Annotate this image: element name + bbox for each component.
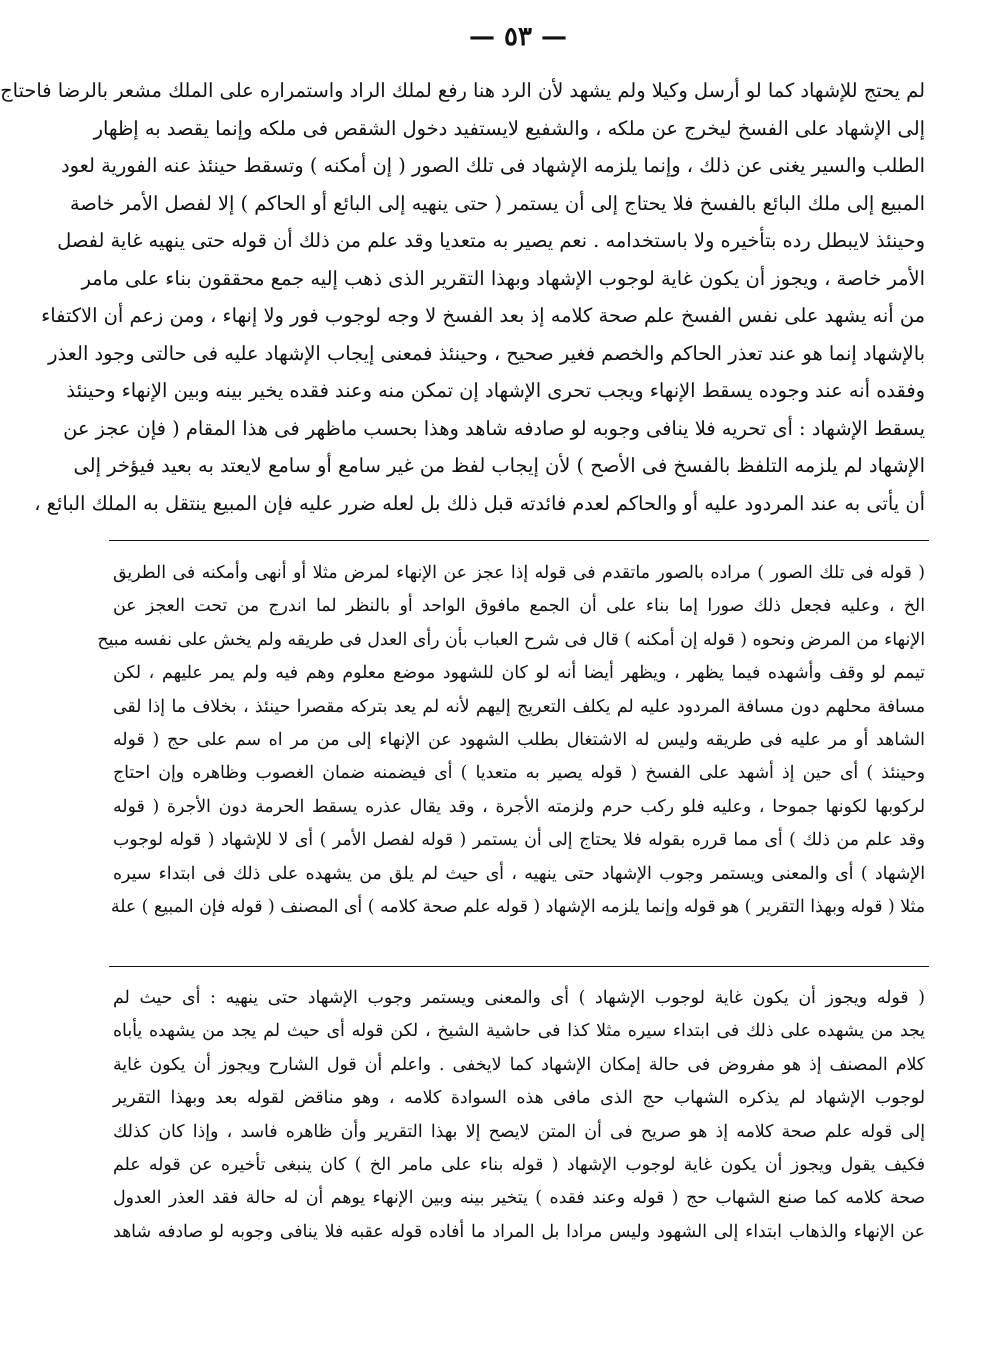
section-divider [109, 966, 929, 967]
commentary-line: الخ ، وعليه فجعل ذلك صورا إما بناء على أن الجمع مافوق الواحد أو بالنظر لما اندرج من تحت العجز عن [113, 596, 925, 617]
main-text-line: لم يحتج للإشهاد كما لو أرسل وكيلا ولم يشهد لأن الرد هنا رفع لملك الراد واستمراره على الملك مشعر بالرضا فاحتاج [0, 79, 925, 102]
main-text-line: الإشهاد لم يلزمه التلفظ بالفسخ فى الأصح ) لأن إيجاب لفظ من غير سامع أو سامع لايعتد به بعيد فيؤخر إلى [73, 454, 925, 477]
main-text-line: وفقده أنه عند وجوده يسقط الإنهاء ويجب تحرى الإشهاد إن تمكن منه وعند فقده يخير بينه وبين الإنهاء وحينئذ [66, 379, 925, 402]
commentary-line: كلام المصنف إذ هو مفروض فى حالة إمكان الإشهاد كما لايخفى . واعلم أن قول الشارح ويجوز أن يكون غاية [113, 1054, 925, 1075]
commentary-line: مثلا ( قوله وبهذا التقرير ) هو قوله وإنما يلزمه الإشهاد ( قوله علم صحة كلامه ) أى المصنف ( قوله فإن المبيع ) علة [110, 896, 925, 917]
commentary-line: عن الإنهاء والذهاب ابتداء إلى الشهود وليس مرادا بل المراد ما أفاده قوله عقبه فلا ينافى وجوبه لو صادفه شاهد [113, 1221, 925, 1242]
commentary-line: ( قوله ويجوز أن يكون غاية لوجوب الإشهاد ) أى والمعنى ويستمر وجوب الإشهاد حتى ينهيه : أى حيث لم [113, 988, 925, 1008]
main-text-line: الطلب والسير يغنى عن ذلك ، وإنما يلزمه الإشهاد فى تلك الصور ( إن أمكنه ) وتسقط حينئذ عنه الفورية لعود [61, 154, 925, 177]
commentary-line: صحة كلامه كما صنع الشهاب حج ( قوله وعند فقده ) يتخير بينه وبين الإنهاء يوهم أن له حالة فقد العذر العدول [113, 1188, 925, 1209]
commentary-line: وحينئذ ) أى حين إذ أشهد على الفسخ ( قوله يصير به متعديا ) أى فيضمنه ضمان الغصوب وظاهره وإن احتاج [113, 763, 925, 784]
main-text-line: من أنه يشهد على نفس الفسخ علم صحة كلامه إذ بعد الفسخ لا وجه لوجوب فور ولا إنهاء ، ومن زعم أن الاكتفاء [41, 304, 925, 327]
main-text-line: المبيع إلى ملك البائع بالفسخ فلا يحتاج إلى أن يستمر ( حتى ينهيه إلى البائع أو الحاكم ) إلا لفصل الأمر خاصة [69, 191, 925, 215]
main-text-line: إلى الإشهاد على الفسخ ليخرج عن ملكه ، والشفيع لايستفيد دخول الشقص فى ملكه وإنما يقصد به إظهار [93, 116, 925, 140]
commentary-block-second [113, 982, 925, 1249]
commentary-line: يجد من يشهده على ذلك فى ابتداء سيره مثلا كذا فى حاشية الشيخ ، لكن قوله أى حيث لم يجد من يشهده يأباه [113, 1021, 925, 1042]
main-text-line: الأمر خاصة ، ويجوز أن يكون غاية لوجوب الإشهاد وبهذا التقرير الذى ذهب إليه جمع محققون بناء على مامر [81, 266, 925, 290]
commentary-line: لوجوب الإشهاد لم يذكره الشهاب حج الذى مافى هذه السوادة كلامه ، وهو مناقض لقوله بعد وبهذا التقرير [113, 1088, 925, 1109]
main-text-line: بالإشهاد إنما هو عند تعذر الحاكم والخصم فغير صحيح ، وحينئذ فمعنى إيجاب الإشهاد عليه فى حالتى وجود العذر [48, 341, 925, 365]
commentary-line: مسافة محلهم دون مسافة المردود عليه لم يكلف التعريج إليهم لأنه لم يعد بتركه مقصرا حينئذ ، بخلاف ما إذا لقى [113, 696, 925, 717]
commentary-line: الإشهاد ) أى والمعنى ويستمر وجوب الإشهاد حتى ينهيه ، أى حيث لم يلق من يشهده على ذلك فى ابتداء سيره [113, 863, 925, 884]
commentary-line: لركوبها لكونها جموحا ، وعليه فلو ركب حرم ولزمته الأجرة ، وقد يقال عذره يسقط الحرمة دون الأجرة ( قوله [113, 796, 925, 817]
main-text-block [0, 72, 925, 522]
commentary-line: وقد علم من ذلك ) أى مما قرره بقوله فلا يحتاج إلى أن يستمر ( قوله لفصل الأمر ) أى لا للإشهاد ( قوله لوجوب [113, 830, 925, 851]
commentary-line: فكيف يقول ويجوز أن يكون غاية لوجوب الإشهاد ( قوله بناء على مامر الخ ) كان ينبغى تأخيره عن قوله علم [113, 1154, 925, 1175]
main-text-line: يسقط الإشهاد : أى تحريه فلا ينافى وجوبه لو صادفه شاهد وهذا بحسب ماظهر فى هذا المقام ( فإن عجز عن [63, 416, 925, 440]
main-text-line: أن يأتى به عند المردود عليه أو والحاكم لعدم فائدته قبل ذلك بل لعله ضرر عليه فإن المبيع ينتقل به الملك البائع ، [34, 491, 925, 515]
commentary-line: الشاهد أو مر عليه فى طريقه وليس له الاشتغال بطلب الشهود عن الإنهاء إلى من مر اه سم على حج ( قوله [113, 729, 925, 750]
section-divider [109, 540, 929, 541]
main-text-line: وحينئذ لايبطل رده بتأخيره ولا باستخدامه . نعم يصير به متعديا وقد علم من ذلك أن قوله حتى ينهيه غاية لفصل [57, 229, 925, 252]
commentary-line: ( قوله فى تلك الصور ) مراده بالصور ماتقدم فى قوله إذا عجز عن الإنهاء لمرض مثلا أو أنهى وأمكنه فى الطريق [113, 563, 925, 583]
commentary-line: الإنهاء من المرض ونحوه ( قوله إن أمكنه ) قال فى شرح العباب بأن رأى العدل فى طريقه ولم يخش على نفسه مبيح [97, 629, 925, 650]
commentary-line: إلى قوله علم صحة كلامه إذ هو صريح فى أن المتن لايصح إلا بهذا التقرير وأن ظاهره فاسد ، وإذا كان كذلك [113, 1121, 925, 1142]
commentary-block-first [97, 557, 925, 924]
commentary-line: تيمم لو وقف وأشهده فيما يظهر ، ويظهر أيضا أنه لو كان للشهود موضع معلوم وهم فيه ولم يمر عليهم ، لكن [113, 663, 925, 684]
page-number: — ٥٣ — [468, 22, 568, 52]
